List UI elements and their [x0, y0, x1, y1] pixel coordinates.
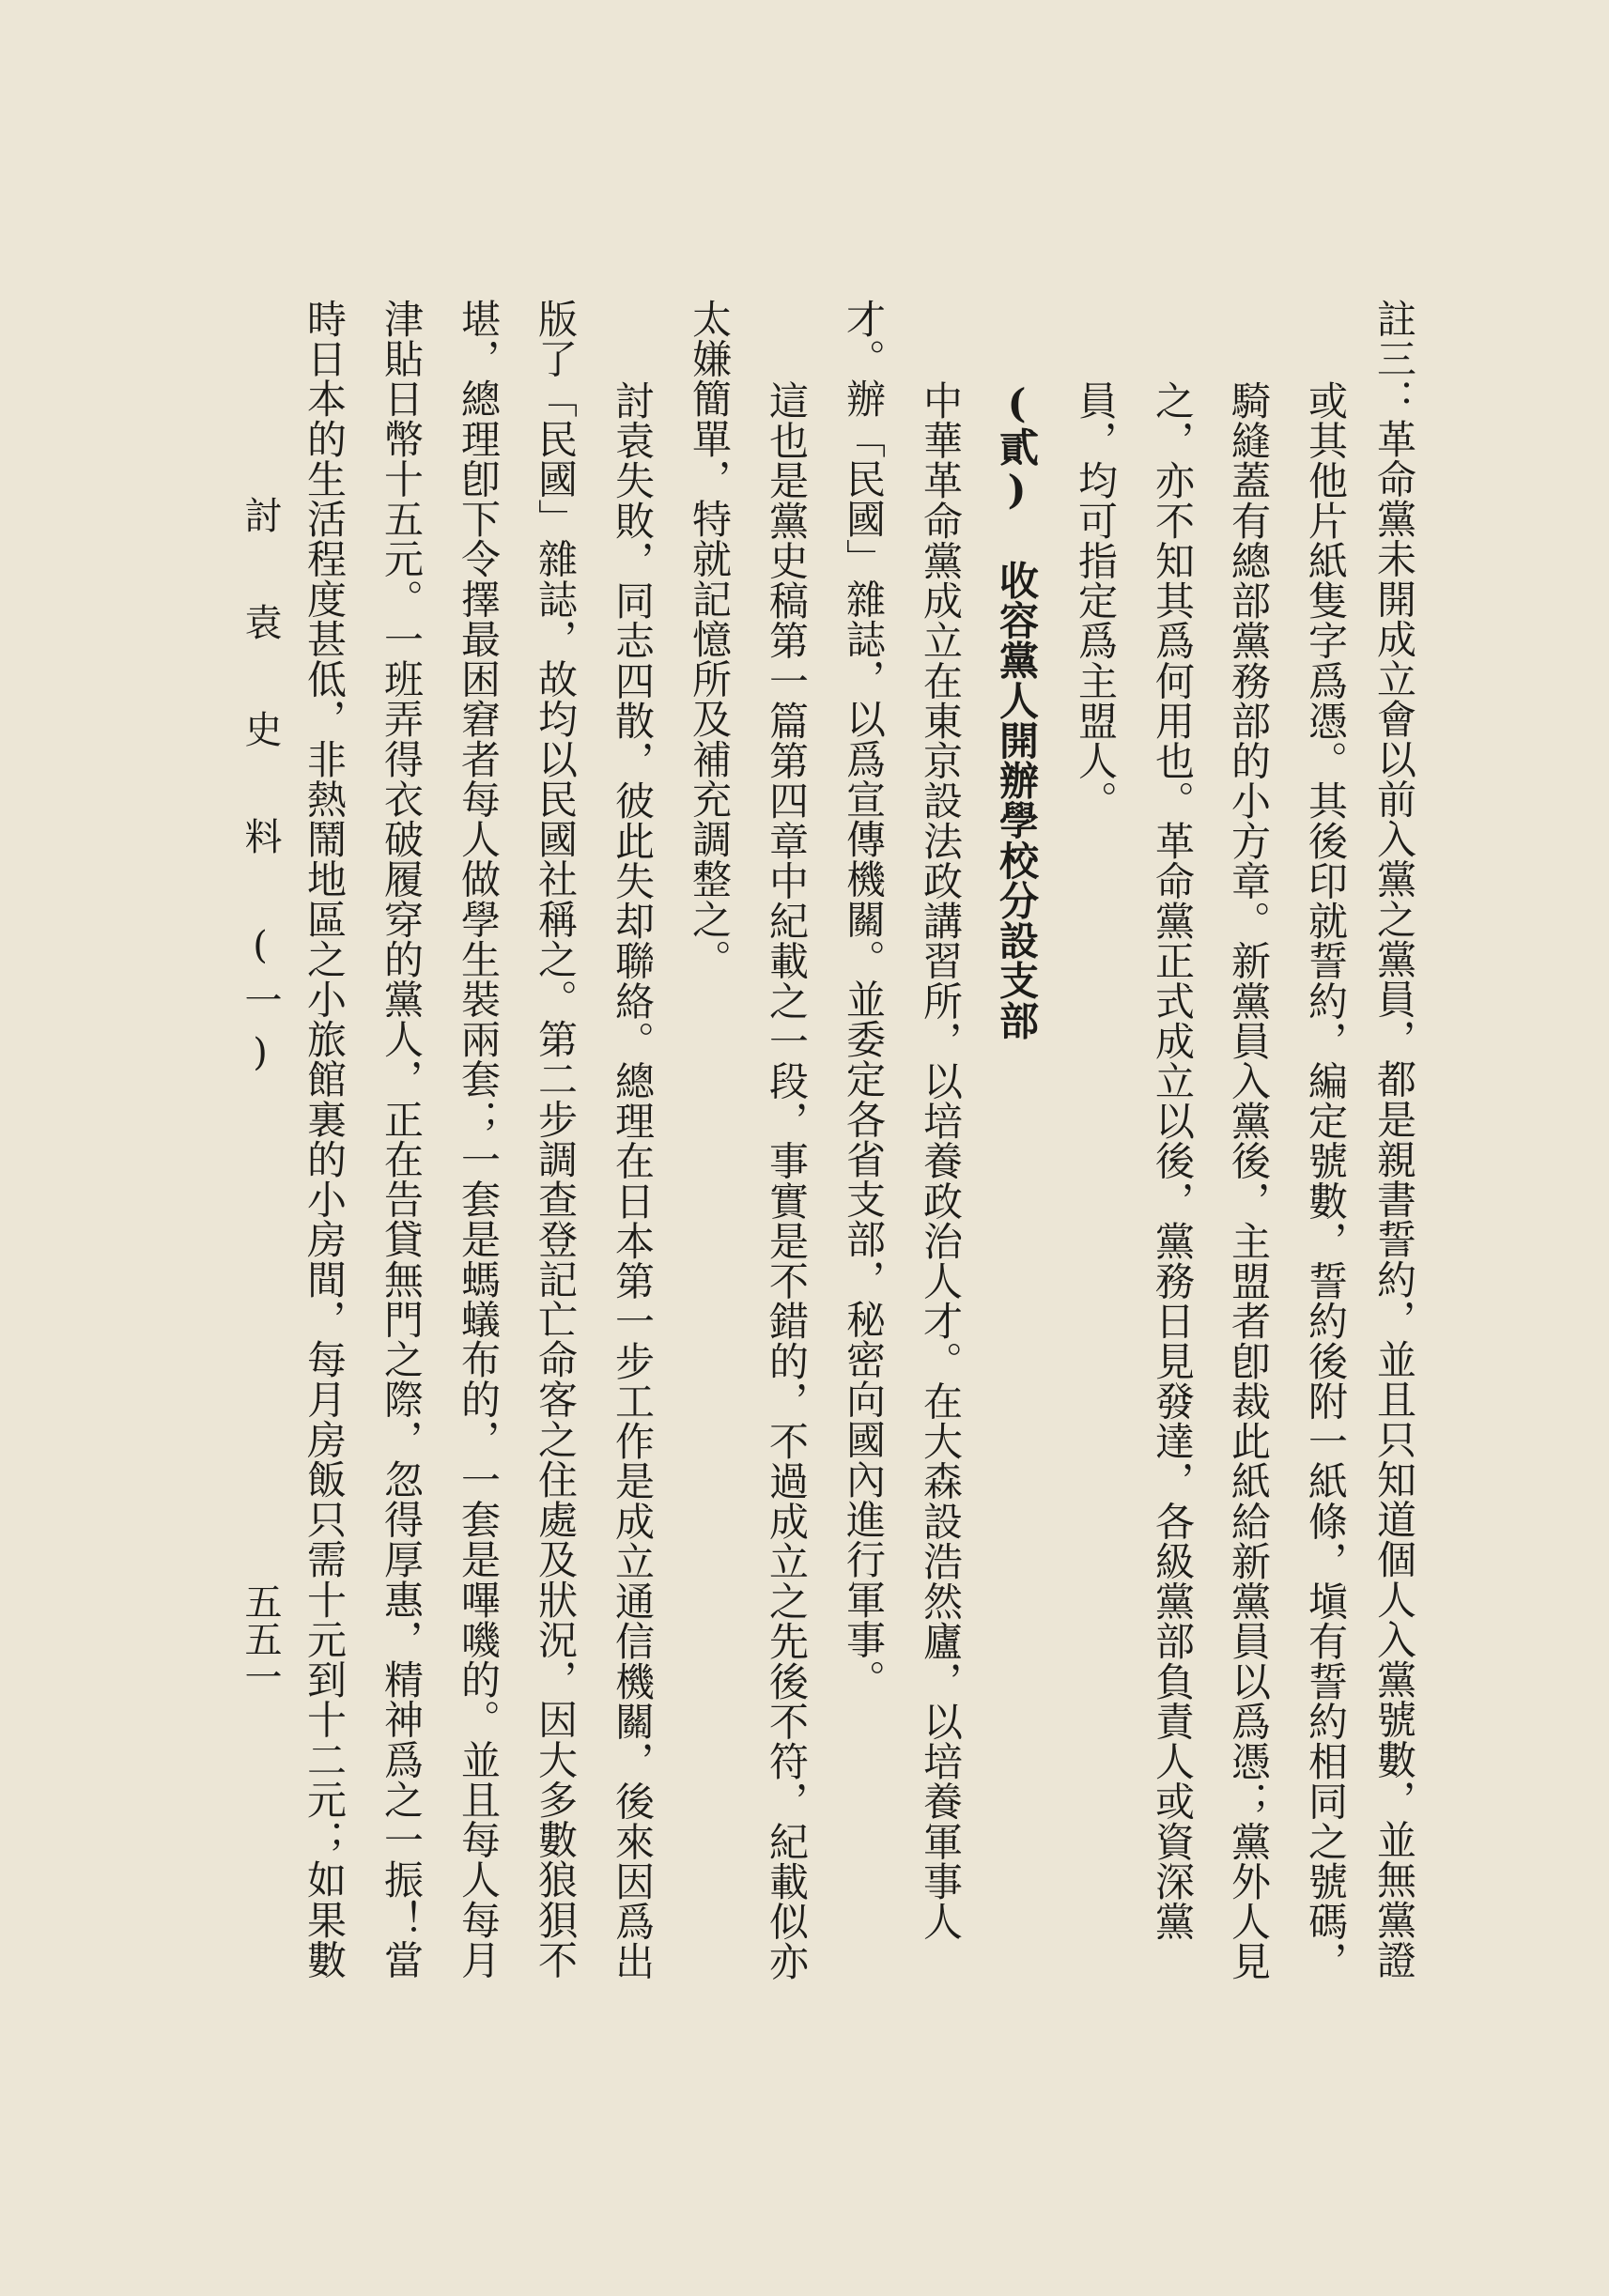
text-column-14: 津貼日幣十五元。一班弄得衣破履穿的黨人，正在告貸無門之際，忽得厚惠，精神爲之一振！當: [379, 299, 425, 1980]
text-column-4: 之，亦不知其爲何用也。革命黨正式成立以後，黨務日見發達，各級黨部負責人或資深黨: [1150, 380, 1196, 1942]
text-column-8: 才。辦「民國」雜誌，以爲宣傳機關。並委定各省支部，秘密向國內進行軍事。: [841, 299, 887, 1700]
text-column-10: 太嫌簡單，特就記憶所及補充調整之。: [687, 299, 733, 979]
text-column-5: 員，均可指定爲主盟人。: [1073, 380, 1119, 821]
text-column-15: 時日本的生活程度甚低，非熱鬧地區之小旅館裏的小房間，每月房飯只需十元到十二元；如果數: [302, 299, 348, 1980]
text-column-3: 騎縫蓋有總部黨務部的小方章。新黨員入黨後，主盟者卽裁此紙給新黨員以爲憑；黨外人見: [1226, 380, 1272, 1981]
text-column-7: 中華革命黨成立在東京設法政講習所，以培養政治人才。在大森設浩然廬，以培養軍事人: [918, 380, 964, 1942]
text-column-13: 堪，總理卽下令擇最困窘者每人做學生裝兩套；一套是螞蟻布的，一套是嗶嘰的。並且每人每月: [456, 299, 502, 1980]
text-column-1: 註三：革命黨未開成立會以前入黨之黨員，都是親書誓約，並且只知道個人入黨號數，並無黨證: [1371, 299, 1417, 1980]
page-number: 五五一: [239, 1582, 282, 1695]
text-column-12: 版了「民國」雜誌，故均以民國社稱之。第二步調查登記亡命客之住處及狀況，因大多數狼狽不: [533, 299, 579, 1980]
text-column-2: 或其他片紙隻字爲憑。其後印就誓約，編定號數，誓約後附一紙條，塡有誓約相同之號碼，: [1303, 380, 1349, 1981]
footer-book-title: 討 袁 史 料 (一): [239, 496, 282, 1087]
text-column-11: 討袁失敗，同志四散，彼此失却聯絡。總理在日本第一步工作是成立通信機關，後來因爲出: [610, 380, 656, 1981]
section-heading: (貳) 收容黨人開辦學校分設支部: [994, 380, 1040, 1040]
text-column-9: 這也是黨史稿第一篇第四章中紀載之一段，事實是不錯的，不過成立之先後不符，紀載似亦: [764, 380, 810, 1981]
